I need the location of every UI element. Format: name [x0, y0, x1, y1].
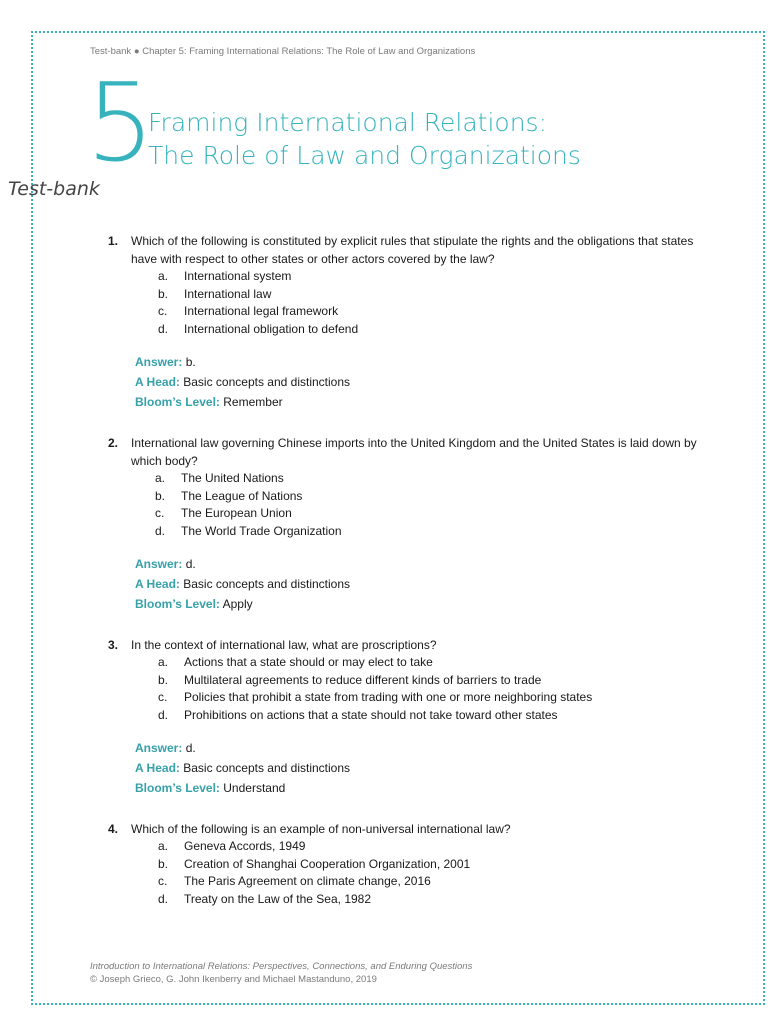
option-text: International system [184, 269, 292, 283]
footer-book-title: Introduction to International Relations: Perspectives, Connections, and Enduring Questions [90, 961, 473, 972]
option-item [155, 505, 704, 523]
question [104, 434, 704, 614]
option-text: Treaty on the Law of the Sea, 1982 [184, 891, 372, 906]
a-head-label: A Head: [135, 375, 180, 389]
option-item [158, 286, 704, 304]
option-item [158, 689, 704, 707]
option-letter: c. [158, 690, 168, 704]
answer-line [135, 738, 704, 758]
option-letter: d. [158, 891, 169, 906]
answer-value: d. [185, 741, 196, 755]
testbank-label: Test-bank [8, 178, 100, 200]
a-head-value: Basic concepts and distinctions [183, 577, 351, 591]
blooms-label: Bloom’s Level: [135, 597, 220, 611]
question [104, 232, 704, 412]
option-item [158, 856, 704, 874]
chapter-title-line2: The Role of Law and Organizations [148, 141, 581, 170]
option-letter: a. [155, 471, 166, 485]
option-letter: b. [158, 286, 169, 301]
chapter-title-line1: Framing International Relations: [148, 108, 547, 137]
option-letter: b. [158, 672, 169, 687]
option-letter: c. [158, 304, 168, 318]
option-text: The League of Nations [181, 488, 303, 503]
a-head-line [135, 372, 704, 392]
option-text: The European Union [181, 506, 292, 520]
option-item [158, 303, 704, 321]
blooms-value: Understand [223, 781, 286, 795]
option-list [104, 268, 704, 338]
option-letter: a. [158, 269, 169, 283]
option-text: Multilateral agreements to reduce different kinds of barriers to trade [184, 672, 542, 687]
question-text: International law governing Chinese imports into the United Kingdom and the United States is laid down by which body? [131, 436, 697, 468]
answer-label: Answer: [135, 557, 183, 571]
option-item [158, 838, 704, 856]
option-item [158, 268, 704, 286]
chapter-title [148, 106, 581, 172]
question-number: 3. [108, 638, 119, 652]
option-item [155, 488, 704, 506]
option-item [158, 891, 704, 909]
a-head-value: Basic concepts and distinctions [183, 375, 351, 389]
footer-copyright: © Joseph Grieco, G. John Ikenberry and Michael Mastanduno, 2019 [90, 974, 377, 985]
option-text: Actions that a state should or may elect to take [184, 655, 433, 669]
question-number: 2. [108, 436, 119, 450]
option-text: The World Trade Organization [181, 523, 342, 538]
option-text: Policies that prohibit a state from trading with one or more neighboring states [184, 690, 593, 704]
option-list [104, 838, 704, 908]
blooms-label: Bloom’s Level: [135, 395, 220, 409]
answer-value: b. [185, 355, 196, 369]
question-list [104, 232, 704, 908]
option-text: International legal framework [184, 304, 339, 318]
option-letter: c. [155, 506, 165, 520]
a-head-line [135, 574, 704, 594]
option-item [155, 470, 704, 488]
option-item [155, 523, 704, 541]
blooms-value: Apply [222, 597, 253, 611]
question [104, 636, 704, 798]
blooms-value: Remember [223, 395, 283, 409]
question-text: In the context of international law, what are proscriptions? [131, 638, 437, 652]
option-item [158, 707, 704, 725]
option-item [158, 654, 704, 672]
option-letter: a. [158, 839, 169, 853]
answer-meta [135, 554, 704, 614]
a-head-label: A Head: [135, 761, 180, 775]
a-head-line [135, 758, 704, 778]
question-text: Which of the following is constituted by explicit rules that stipulate the rights and the obligations that states have with respect to other states or other actors covered by the law? [131, 234, 694, 266]
option-item [158, 321, 704, 339]
option-letter: d. [158, 707, 169, 722]
option-list [104, 654, 704, 724]
running-head: Test-bank ● Chapter 5: Framing International Relations: The Role of Law and Organizations [90, 46, 476, 57]
question [104, 820, 704, 908]
option-letter: a. [158, 655, 169, 669]
option-item [158, 873, 704, 891]
blooms-line [135, 594, 704, 614]
question-number: 4. [108, 822, 119, 836]
option-letter: d. [155, 523, 166, 538]
option-text: International obligation to defend [184, 321, 359, 336]
question-text: Which of the following is an example of non-universal international law? [131, 822, 511, 836]
blooms-line [135, 778, 704, 798]
option-text: The Paris Agreement on climate change, 2016 [184, 874, 431, 888]
answer-line [135, 554, 704, 574]
answer-meta [135, 738, 704, 798]
option-text: The United Nations [181, 471, 284, 485]
option-list [104, 470, 704, 540]
option-text: Geneva Accords, 1949 [184, 839, 306, 853]
option-letter: d. [158, 321, 169, 336]
answer-label: Answer: [135, 741, 183, 755]
option-letter: b. [158, 856, 169, 871]
option-letter: b. [155, 488, 166, 503]
blooms-line [135, 392, 704, 412]
option-text: Prohibitions on actions that a state should not take toward other states [184, 707, 558, 722]
blooms-label: Bloom’s Level: [135, 781, 220, 795]
chapter-number: 5 [86, 61, 153, 186]
answer-value: d. [185, 557, 196, 571]
a-head-value: Basic concepts and distinctions [183, 761, 351, 775]
answer-meta [135, 352, 704, 412]
option-text: Creation of Shanghai Cooperation Organization, 2001 [184, 856, 471, 871]
option-item [158, 672, 704, 690]
a-head-label: A Head: [135, 577, 180, 591]
page-footer [90, 960, 472, 986]
answer-line [135, 352, 704, 372]
answer-label: Answer: [135, 355, 183, 369]
option-text: International law [184, 286, 272, 301]
question-number: 1. [108, 234, 119, 248]
option-letter: c. [158, 874, 168, 888]
